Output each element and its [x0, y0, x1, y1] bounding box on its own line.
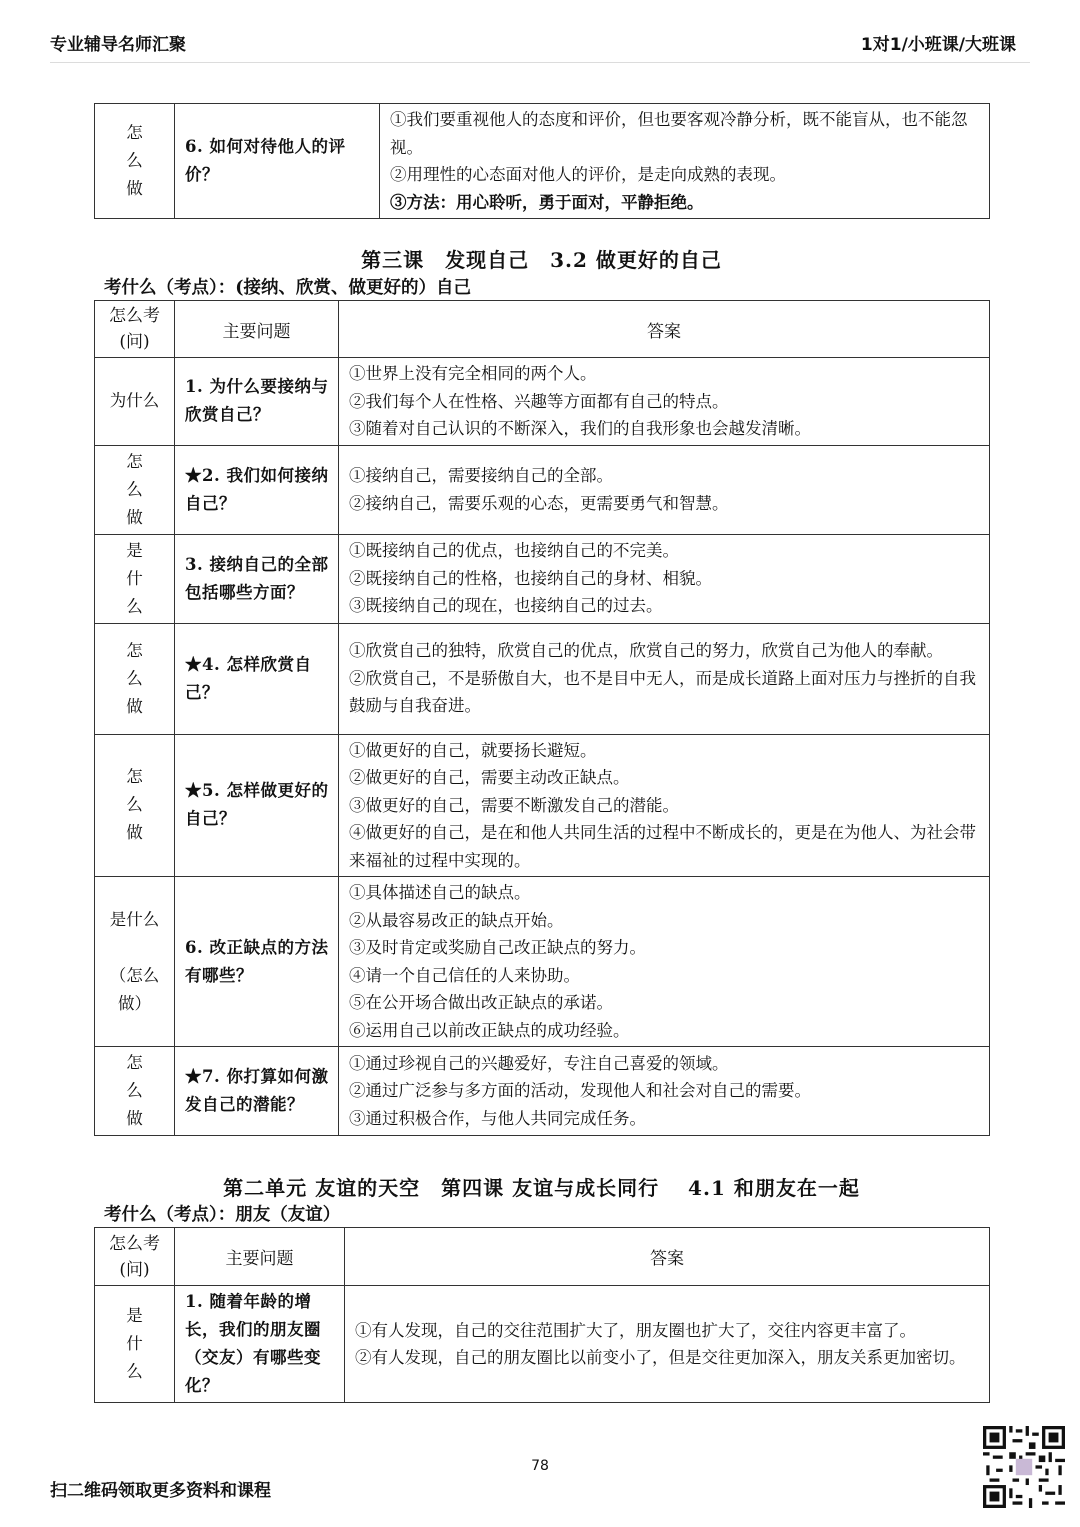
answer-line: ①通过珍视自己的兴趣爱好，专注自己喜爱的领域。 [349, 1053, 729, 1073]
question-type: 是什么 （怎么 做） [95, 877, 175, 1047]
table-header-row [95, 1228, 990, 1286]
header-question-type: 怎么考 (问) [95, 1228, 175, 1286]
table-row [95, 445, 990, 534]
main-question: ★5. 怎样做更好的自己？ [175, 734, 339, 877]
table-lesson3 [94, 300, 990, 1136]
answer-line: ③做更好的自己，需要不断激发自己的潜能。 [349, 795, 679, 815]
main-question: 3. 接纳自己的全部包括哪些方面？ [175, 534, 339, 623]
answer-line: ①具体描述自己的缺点。 [349, 883, 531, 902]
answer [339, 445, 990, 534]
answer [339, 623, 990, 734]
answer-line: ②从最容易改正的缺点开始。 [349, 910, 564, 930]
answer-line: ②我们每个人在性格、兴趣等方面都有自己的特点。 [349, 391, 729, 411]
answer-line: ①我们要重视他人的态度和评价，但也要客观冷静分析，既不能盲从，也不能忽视。 [390, 110, 968, 157]
section-title: 第二单元 友谊的天空 第四课 友谊与成长同行 4.1 和朋友在一起 [223, 1176, 860, 1200]
table-row [95, 1047, 990, 1136]
answer-line: ③随着对自己认识的不断深入，我们的自我形象也会越发清晰。 [349, 419, 811, 438]
question-type: 是 什 么 [95, 1286, 175, 1403]
section-subtitle: 考什么（考点）：(接纳、欣赏、做更好的）自己 [104, 278, 472, 298]
answer [339, 734, 990, 877]
table-header-row [95, 301, 990, 358]
answer-line: ③既接纳自己的现在，也接纳自己的过去。 [349, 596, 663, 616]
answer-line: ①做更好的自己，就要扬长避短。 [349, 740, 597, 760]
footer-text: 扫二维码领取更多资料和课程 [50, 1481, 271, 1501]
page-number: 78 [531, 1458, 549, 1474]
answer-line: ⑤在公开场合做出改正缺点的承诺。 [349, 993, 613, 1012]
answer-line: ②接纳自己，需要乐观的心态，更需要勇气和智慧。 [349, 493, 729, 513]
main-question: 6. 如何对待他人的评价？ [175, 104, 380, 219]
table-row [95, 104, 990, 219]
answer-line: ②做更好的自己，需要主动改正缺点。 [349, 768, 630, 787]
answer [345, 1286, 990, 1403]
qr-code-icon [983, 1426, 1065, 1508]
header-answer: 答案 [345, 1228, 990, 1286]
header-main-question: 主要问题 [175, 1228, 345, 1286]
main-question: ★4. 怎样欣赏自己？ [175, 623, 339, 734]
question-type: 是 什 么 [95, 534, 175, 623]
answer [339, 877, 990, 1047]
answer-line: ④做更好的自己，是在和他人共同生活的过程中不断成长的，更是在为他人、为社会带来福祉的过程中实现的。 [349, 823, 976, 870]
main-question: 1. 为什么要接纳与欣赏自己？ [175, 358, 339, 446]
table-row [95, 1286, 990, 1403]
main-question: 1. 随着年龄的增长，我们的朋友圈（交友）有哪些变化？ [175, 1286, 345, 1403]
answer-line: ①有人发现，自己的交往范围扩大了，朋友圈也扩大了，交往内容更丰富了。 [355, 1320, 916, 1340]
table-row [95, 534, 990, 623]
answer [380, 104, 990, 219]
answer-line: ③及时肯定或奖励自己改正缺点的努力。 [349, 938, 646, 957]
header-main-question: 主要问题 [175, 301, 339, 358]
section-title: 第三课 发现自己 3.2 做更好的自己 [361, 248, 722, 272]
table-top-fragment [94, 103, 990, 219]
header-divider [50, 62, 1030, 63]
answer-line: ①欣赏自己的独特，欣赏自己的优点，欣赏自己的努力，欣赏自己为他人的奉献。 [349, 641, 943, 661]
answer-line: ③通过积极合作，与他人共同完成任务。 [349, 1108, 646, 1128]
answer-line: ①接纳自己，需要接纳自己的全部。 [349, 466, 613, 485]
answer-line: ①世界上没有完全相同的两个人。 [349, 364, 597, 383]
table-row [95, 623, 990, 734]
question-type: 怎 么 做 [95, 1047, 175, 1136]
table-lesson4 [94, 1227, 990, 1403]
main-question: 6. 改正缺点的方法有哪些？ [175, 877, 339, 1047]
header-right-text: 1对1/小班课/大班课 [860, 35, 1016, 55]
answer-line: ②有人发现，自己的朋友圈比以前变小了，但是交往更加深入，朋友关系更加密切。 [355, 1348, 966, 1367]
header-question-type: 怎么考 (问) [95, 301, 175, 358]
answer-line: ④请一个自己信任的人来协助。 [349, 965, 580, 985]
header-answer: 答案 [339, 301, 990, 358]
answer-line: ②既接纳自己的性格，也接纳自己的身材、相貌。 [349, 568, 712, 588]
table-row [95, 734, 990, 877]
question-type: 为什么 [95, 358, 175, 446]
header-left-text: 专业辅导名师汇聚 [50, 35, 186, 55]
answer [339, 1047, 990, 1136]
table-row [95, 877, 990, 1047]
question-type: 怎 么 做 [95, 734, 175, 877]
main-question: ★7. 你打算如何激发自己的潜能？ [175, 1047, 339, 1136]
answer [339, 534, 990, 623]
main-question: ★2. 我们如何接纳自己？ [175, 445, 339, 534]
answer-line: ①既接纳自己的优点，也接纳自己的不完美。 [349, 541, 679, 561]
answer-line: ⑥运用自己以前改正缺点的成功经验。 [349, 1020, 630, 1040]
answer-line: ②欣赏自己，不是骄傲自大，也不是目中无人，而是成长道路上面对压力与挫折的自我鼓励与自我奋进。 [349, 668, 976, 716]
answer [339, 358, 990, 446]
answer-line: ②用理性的心态面对他人的评价，是走向成熟的表现。 [390, 165, 786, 184]
question-type: 怎 么 做 [95, 104, 175, 219]
question-type: 怎 么 做 [95, 623, 175, 734]
question-type: 怎 么 做 [95, 445, 175, 534]
table-row [95, 358, 990, 446]
answer-line: ②通过广泛参与多方面的活动，发现他人和社会对自己的需要。 [349, 1081, 811, 1101]
section-subtitle: 考什么（考点）：朋友（友谊） [104, 1205, 341, 1225]
answer-line: ③方法：用心聆听，勇于面对，平静拒绝。 [390, 192, 704, 212]
